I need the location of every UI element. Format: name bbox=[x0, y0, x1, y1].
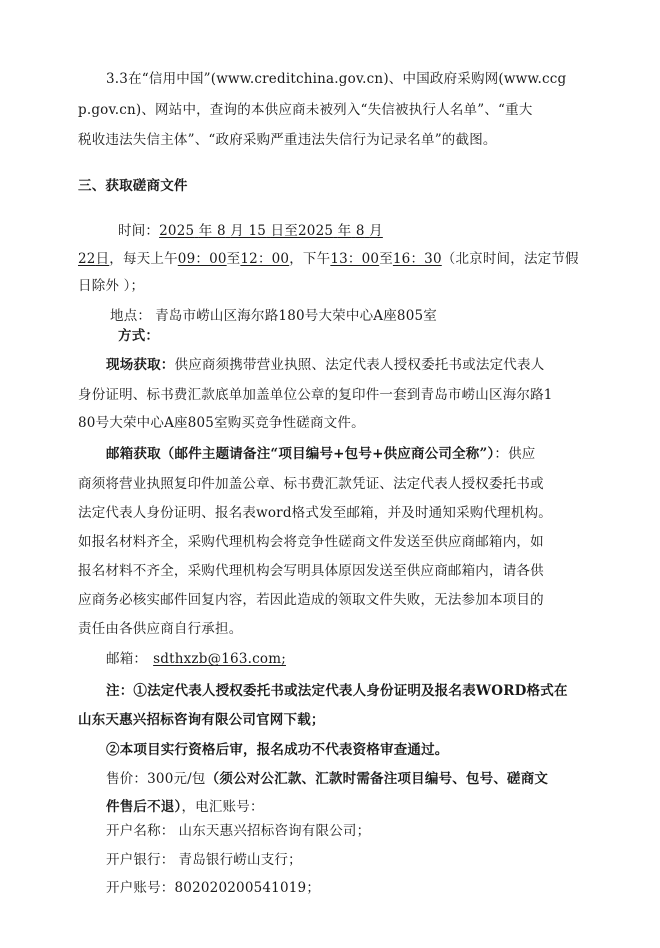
price-label: 售价： bbox=[106, 771, 148, 787]
email-get-line-2: 商须将营业执照复印件加盖公章、标书费汇款凭证、法定代表人授权委托书或 bbox=[78, 476, 544, 492]
pm-prefix: ，下午 bbox=[289, 251, 331, 267]
pm-end: 16：30 bbox=[392, 251, 442, 267]
start-day-unit: 日至 bbox=[270, 223, 298, 239]
note-line-2: 山东天惠兴招标咨询有限公司官网下载； bbox=[78, 712, 325, 728]
am-start: 09：00 bbox=[177, 251, 227, 267]
time-end-date bbox=[298, 223, 383, 239]
am-end: 12：00 bbox=[240, 251, 290, 267]
account-no-label: 开户账号： bbox=[106, 880, 175, 896]
price-condition-1: （须公对公汇款、汇款时需备注项目编号、包号、磋商文 bbox=[205, 771, 549, 787]
onsite-text-1: 供应商须携带营业执照、法定代表人授权委托书或法定代表人 bbox=[174, 357, 545, 373]
account-bank-value: 青岛银行崂山支行； bbox=[178, 852, 302, 868]
mailbox-address: sdthxzb@163.com; bbox=[153, 651, 286, 667]
start-year: 2025 bbox=[159, 223, 195, 239]
account-name-label: 开户名称： bbox=[106, 823, 175, 839]
price-value: 300元/包 bbox=[147, 771, 206, 787]
start-month-unit: 月 bbox=[230, 223, 244, 239]
location-label: 地点： bbox=[110, 308, 152, 324]
para-3-3-line-2: p.gov.cn)、网站中，查询的本供应商未被列入“失信被执行人名单”、“重大 bbox=[78, 102, 533, 118]
end-day-unit: 日 bbox=[95, 251, 110, 267]
onsite-line-3: 80号大荣中心A座805室购买竞争性磋商文件。 bbox=[78, 415, 365, 431]
end-year-unit: 年 bbox=[337, 223, 352, 239]
account-no-line bbox=[106, 878, 320, 898]
mailbox-label: 邮箱： bbox=[106, 651, 148, 667]
start-day: 15 bbox=[248, 223, 267, 239]
account-no-value: 802020200541019； bbox=[174, 880, 321, 896]
para-3-3-line-1: 3.3在“信用中国”(www.creditchina.gov.cn)、中国政府采购网(www.ccg bbox=[106, 71, 567, 87]
end-day: 22 bbox=[78, 251, 96, 267]
price-tail: ，电汇账号： bbox=[181, 799, 264, 815]
email-get-title: 邮箱获取（邮件主题请备注“项目编号+包号+供应商公司全称”） bbox=[106, 446, 495, 462]
location-line bbox=[110, 306, 437, 326]
mailbox-line bbox=[106, 649, 286, 669]
method-label: 方式： bbox=[118, 328, 160, 344]
email-get-text-1: ：供应 bbox=[494, 446, 536, 462]
onsite-line-1 bbox=[106, 355, 544, 375]
location-value: 青岛市崂山区海尔路180号大荣中心A座805室 bbox=[155, 308, 437, 324]
note-line-3: ②本项目实行资格后审，报名成功不代表资格审查通过。 bbox=[106, 742, 449, 758]
email-get-line-3: 法定代表人身份证明、报名表word格式发至邮箱，并及时通知采购代理机构。 bbox=[78, 505, 552, 521]
start-year-unit: 年 bbox=[198, 223, 213, 239]
am-prefix: ，每天上午 bbox=[109, 251, 178, 267]
time-note-part-1: （北京时间，法定节假 bbox=[441, 251, 579, 267]
onsite-line-2: 身份证明、标书费汇款底单加盖单位公章的复印件一套到青岛市崂山区海尔路1 bbox=[78, 387, 553, 403]
pm-start: 13：00 bbox=[330, 251, 380, 267]
account-name-value: 山东天惠兴招标咨询有限公司； bbox=[178, 823, 371, 839]
price-line-1 bbox=[106, 769, 548, 789]
email-get-line-7: 责任由各供应商自行承担。 bbox=[78, 621, 243, 637]
account-bank-line bbox=[106, 850, 302, 870]
note-line-1: 注：①法定代表人授权委托书或法定代表人身份证明及报名表WORD格式在 bbox=[106, 683, 568, 699]
end-year: 2025 bbox=[297, 223, 334, 239]
price-condition-2: 件售后不退） bbox=[106, 799, 182, 815]
am-to: 至 bbox=[226, 251, 241, 267]
end-month: 8 bbox=[355, 223, 365, 239]
pm-to: 至 bbox=[379, 251, 393, 267]
email-get-line-5: 报名材料不齐全，采购代理机构会写明具体原因发送至供应商邮箱内，请各供 bbox=[78, 563, 544, 579]
time-line-3: 日除外 ）； bbox=[78, 278, 145, 294]
email-get-line-4: 如报名材料齐全，采购代理机构会将竞争性磋商文件发送至供应商邮箱内，如 bbox=[78, 534, 544, 550]
time-line-2 bbox=[78, 249, 579, 269]
price-line-2 bbox=[106, 797, 264, 817]
start-month: 8 bbox=[216, 223, 226, 239]
time-line-1 bbox=[118, 221, 383, 241]
time-start-date bbox=[159, 223, 270, 239]
email-get-line-6: 应商务必核实邮件回复内容，若因此造成的领取文件失败，无法参加本项目的 bbox=[78, 592, 544, 608]
section-heading: 三、获取磋商文件 bbox=[78, 178, 188, 194]
account-name-line bbox=[106, 821, 370, 841]
email-get-line-1 bbox=[106, 444, 536, 464]
time-label: 时间： bbox=[118, 223, 160, 239]
end-month-unit: 月 bbox=[369, 223, 383, 239]
para-3-3-line-3: 税收违法失信主体”、“政府采购严重违法失信行为记录名单”的截图。 bbox=[78, 132, 497, 148]
account-bank-label: 开户银行： bbox=[106, 852, 175, 868]
onsite-title: 现场获取： bbox=[106, 357, 175, 373]
